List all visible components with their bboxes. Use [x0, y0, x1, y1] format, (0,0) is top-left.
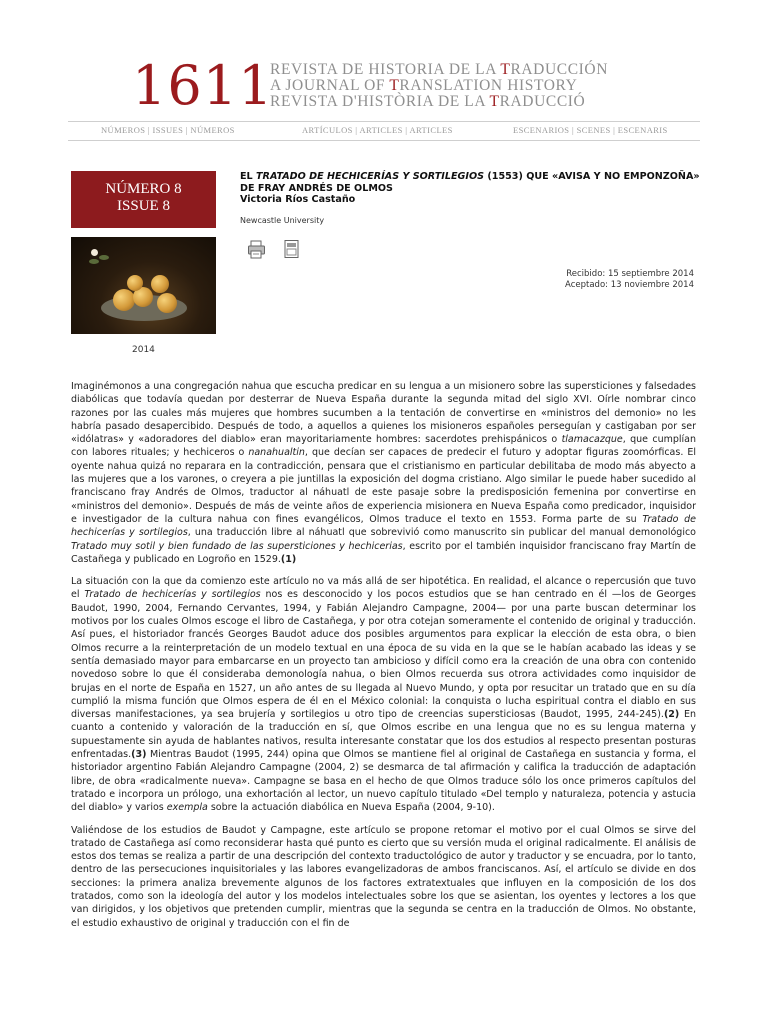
paragraph-2: La situación con la que da comienzo este artículo no va más allá de ser hipotética. En realidad, el alcance o repercusión que tuvo el Tratado de hechicerías y sortilegios nos es desconocido y los pocos estudios que se han centrado en él —los de Georges Baudot, 1990, 2004, Fernando Cervantes, 1994, y Fabián Alejandro Campagne, 2004— por una parte buscan determinar los motivos por los cuales Olmos escoge el libro de Castañega, y por otra cotejan someramente el contenido de original y traducción. Así pues, el historiador francés Georges Baudot aduce dos posibles argumentos para explicar la elección de esta obra, o bien Olmos recurre a la reinterpretación de un modelo textual en una época de su vida en la que se le habían acabado las ideas y se sentía demasiado mayor para embarcarse en un proyecto tan ambicioso y difícil como era la creación de una obra con contenido novedoso sobre lo que él consideraba demonología nahua, o bien Olmos recuerda sus otrora actividades como inquisidor de brujas en el norte de España en 1527, un año antes de su llegada al Nuevo Mundo, y opta por resucitar un tratado que en su día cumplió la misma función que Olmos espera de él en el México colonial: la conquista o lucha espiritual contra el diablo en sus diversas manifestaciones, ya sea brujería y sortilegios u otro tipo de creencias supersticiosas (Baudot, 1995, 244-245).(2) En cuanto a contenido y valoración de la traducción en sí, que Olmos escribe en una lengua que no es su lengua materna y supuestamente sin ayuda de hablantes nativos, resulta interesante constatar que los dos estudios al respecto presentan posturas enfrentadas.(3) Mientras Baudot (1995, 244) opina que Olmos se mantiene fiel al original de Castañega en sustancia y forma, el historiador argentino Fabián Alejandro Campagne (2004, 2) se desmarca de tal afirmación y califica la traducción de adaptación libre, de obra «radicalmente nueva». Campagne se basa en el hecho de que Olmos traduce sólo los once primeros capítulos del tratado e incorpora un prólogo, una exhortación al lector, un nuevo capítulo titulado «Del templo y naturaleza, potencia y astucia del diablo» y varios exempla sobre la actuación diabólica en Nueva España (2004, 9-10). [71, 576, 697, 814]
paragraph-1: Imaginémonos a una congregación nahua que escucha predicar en su lengua a un misionero sobre las supersticiones y falsedades diabólicas que todavía quedan por desterrar de Nueva España durante la segunda mitad del siglo XVI. Oírle nombrar cinco razones por las cuales más mujeres que hombres sucumben a la tentación de convertirse en «ministros del demonio» no les habría pasado desapercibido. Después de todo, a aquellos a quienes los misioneros españoles perseguían y castigaban por ser «idólatras» y «adoradores del diablo» eran mayoritariamente hombres: sacerdotes prehispánicos o tlamacazque, que cumplían con labores rituales; y hechiceros o nanahualtin, que decían ser capaces de predecir el futuro y adoptar figuras zoomórficas. El oyente nahua quizá no reparara en la contradicción, pensara que el cristianismo en particular debilitaba de modo más abyecto a las mujeres que a los varones, o creyera a pie juntillas la exposición del dogma cristiano. Algo similar le puede haber sucedido al franciscano fray Andrés de Olmos, traductor al náhuatl de este pasaje sobre la predisposición femenina por convertirse en «ministros del demonio». Después de más de veinte años de experiencia misionera en Nueva España como predicador, inquisidor e investigador de la cultura nahua con fines evangélicos, Olmos traduce el texto en 1553. Forma parte de su Tratado de hechicerías y sortilegios, una traducción libre al náhuatl que sobrevivió como manuscrito sin publicar del manual demonológico Tratado muy sotil y bien fundado de las supersticiones y hechicerias, escrito por el también inquisidor franciscano fray Martín de Castañega y publicado en Logroño en 1529.(1) [71, 381, 696, 565]
journal-title-ca: REVISTA D'HISTÒRIA DE LA TRADUCCIÓ [270, 93, 586, 110]
nav-escenarios-link[interactable]: ESCENARIOS | SCENES | ESCENARIS [513, 125, 668, 135]
article-dates [565, 269, 694, 291]
journal-title-en: A JOURNAL OF TRANSLATION HISTORY [270, 77, 578, 94]
issue-badge[interactable] [71, 171, 216, 228]
article-author: Victoria Ríos Castaño [240, 194, 356, 205]
accepted-date: Aceptado: 13 noviembre 2014 [565, 280, 694, 290]
issue-year: 2014 [132, 345, 155, 355]
cover-fruit [127, 275, 143, 291]
nav-articulos-link[interactable]: ARTÍCULOS | ARTICLES | ARTICLES [302, 125, 453, 135]
footnote-link-1[interactable]: (1) [280, 553, 297, 565]
cover-leaf [89, 259, 99, 264]
journal-title-lines [270, 62, 640, 110]
article-tools [248, 240, 312, 264]
issue-number-es: NÚMERO 8 [105, 181, 182, 197]
footnote-link-3[interactable]: (3) [131, 749, 147, 761]
cover-leaf [99, 255, 109, 260]
journal-title-es: REVISTA DE HISTORIA DE LA TRADUCCIÓN [270, 61, 608, 78]
cover-fruit [113, 289, 135, 311]
author-affiliation: Newcastle University [240, 216, 325, 225]
pdf-icon[interactable] [285, 241, 298, 258]
nav-numeros-link[interactable]: NÚMEROS | ISSUES | NÚMEROS [101, 125, 235, 135]
issue-number-en: ISSUE 8 [117, 198, 170, 214]
print-icon[interactable] [249, 241, 265, 258]
article-title: EL TRATADO DE HECHICERÍAS Y SORTILEGIOS (1553) QUE «AVISA Y NO EMPONZOÑA» DE FRAY ANDRÉS DE OLMOS [240, 171, 700, 194]
received-date: Recibido: 15 septiembre 2014 [566, 269, 694, 279]
article-body [71, 380, 696, 939]
footnote-link-2[interactable]: (2) [663, 709, 680, 721]
cover-flower [91, 249, 98, 256]
paragraph-3: Valiéndose de los estudios de Baudot y Campagne, este artículo se propone retomar el motivo por el cual Olmos se sirve del tratado de Castañega así como reconsiderar hasta qué punto es cierto que su versión muda el original radicalmente. El análisis de estos dos temas se realiza a partir de una descripción del contexto traductológico de autor y traductor y se encuadra, por lo tanto, dentro de las persecuciones inquisitoriales y las labores evangelizadoras de ambos franciscanos. Así, el artículo se divide en dos secciones: la primera analiza brevemente algunos de los factores extratextuales que influyen en la composición de los dos tratados, como son la ideología del autor y los modelos intelectuales sobre los que se asientan, los oyentes y lectores a los que van dirigidos, y los objetivos que pretenden cumplir, mientras que la segunda se centra en la traducción de Olmos. No obstante, el estudio exhaustivo de original y traducción con el fin de [71, 824, 696, 929]
journal-logo-number: 1611 [132, 54, 274, 117]
cover-fruit [157, 293, 177, 313]
cover-fruit [151, 275, 169, 293]
issue-cover-image[interactable] [71, 237, 216, 334]
main-nav [68, 121, 700, 141]
